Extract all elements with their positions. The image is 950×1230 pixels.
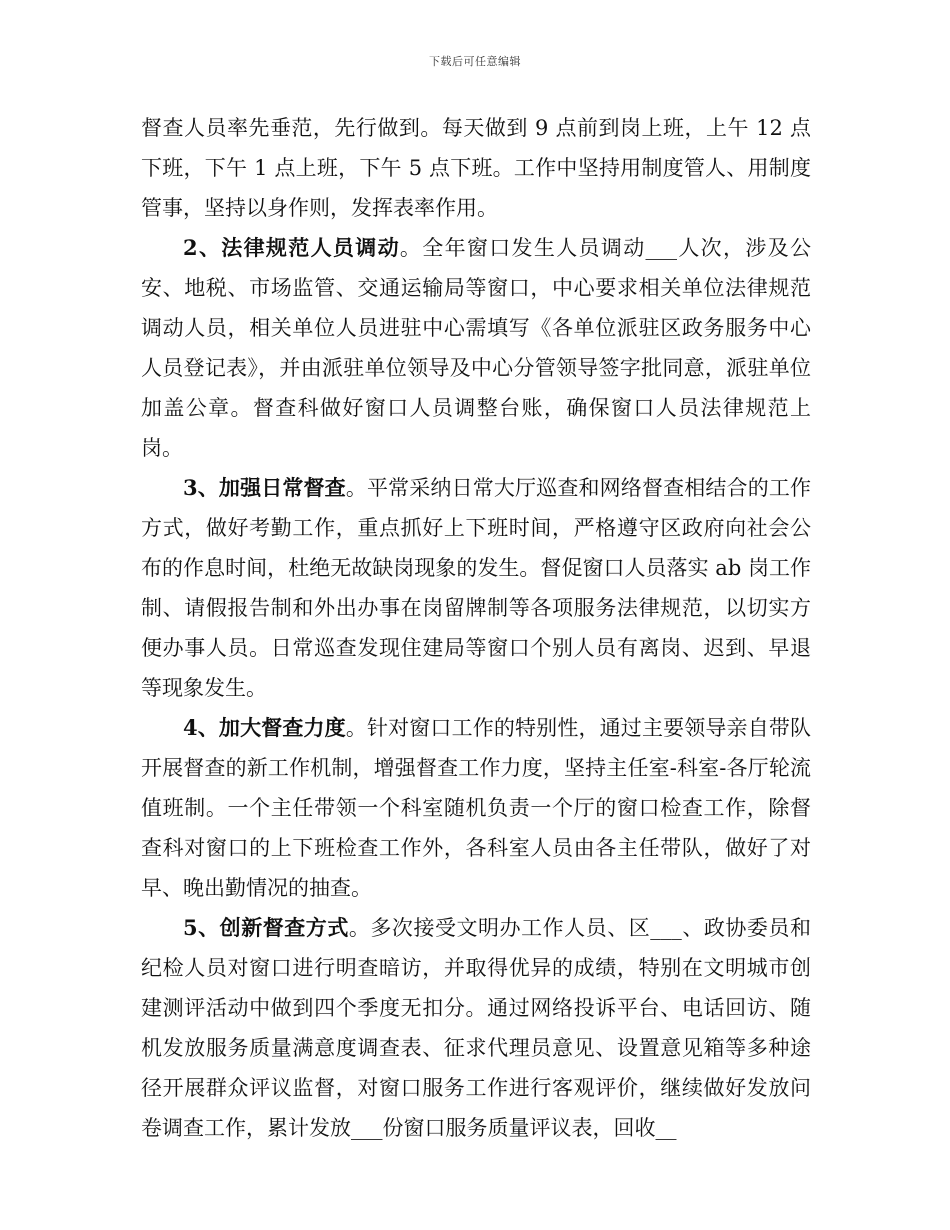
paragraph: [141, 468, 811, 708]
paragraph-text: 督查人员率先垂范，先行做到。每天做到 9 点前到岗上班，上午 12 点下班，下午 1 点上班，下午 5 点下班。工作中坚持用制度管人、用制度管事，坚持以身作则，发挥表率作用。: [141, 116, 811, 220]
paragraph-text: 。针对窗口工作的特别性，通过主要领导亲自带队开展督查的新工作机制，增强督查工作力度，坚持主任室-科室-各厅轮流值班制。一个主任带领一个科室随机负责一个厅的窗口检查工作，除督查科对窗口的上下班检查工作外，各科室人员由各主任带队，做好了对早、晚出勤情况的抽查。: [141, 716, 811, 900]
document-body: [141, 108, 811, 1148]
paragraph-text: 。全年窗口发生人员调动___人次，涉及公安、地税、市场监管、交通运输局等窗口，中心要求相关单位法律规范调动人员，相关单位人员进驻中心需填写《各单位派驻区政务服务中心人员登记表》，并由派驻单位领导及中心分管领导签字批同意，派驻单位加盖公章。督查科做好窗口人员调整台账，确保窗口人员法律规范上岗。: [141, 236, 811, 460]
paragraph: [141, 908, 811, 1148]
paragraph-heading: 4、加大督查力度: [183, 715, 346, 740]
paragraph-text: 。多次接受文明办工作人员、区___、政协委员和纪检人员对窗口进行明查暗访，并取得优异的成绩，特别在文明城市创建测评活动中做到四个季度无扣分。通过网络投诉平台、电话回访、随机发放服务质量满意度调查表、征求代理员意见、设置意见箱等多种途径开展群众评议监督，对窗口服务工作进行客观评价，继续做好发放问卷调查工作，累计发放___份窗口服务质量评议表，回收__: [141, 916, 811, 1140]
paragraph: [141, 108, 811, 228]
paragraph-heading: 3、加强日常督查: [183, 475, 346, 500]
page-header: 下载后可任意编辑: [429, 55, 521, 68]
paragraph: [141, 228, 811, 468]
paragraph-text: 。平常采纳日常大厅巡查和网络督查相结合的工作方式，做好考勤工作，重点抓好上下班时间，严格遵守区政府向社会公布的作息时间，杜绝无故缺岗现象的发生。督促窗口人员落实 ab 岗工作制、请假报告制和外出办事在岗留牌制等各项服务法律规范，以切实方便办事人员。日常巡查发现住建局等窗口个别人员有离岗、迟到、早退等现象发生。: [141, 476, 811, 700]
paragraph-heading: 2、法律规范人员调动: [183, 235, 400, 260]
paragraph-heading: 5、创新督查方式: [183, 915, 349, 940]
paragraph: [141, 708, 811, 908]
